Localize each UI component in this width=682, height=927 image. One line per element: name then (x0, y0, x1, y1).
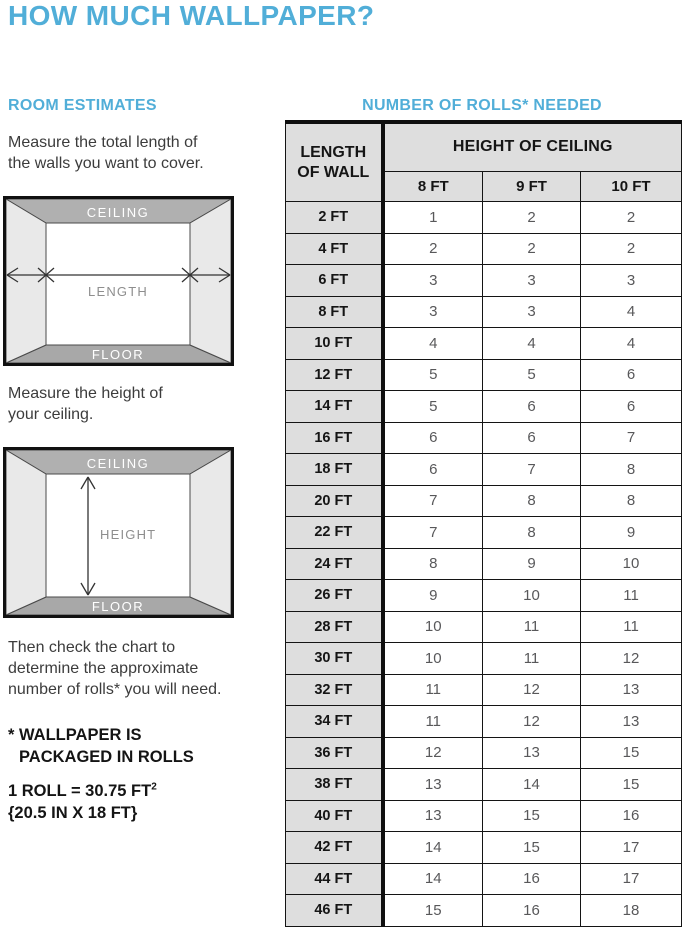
table-row (286, 485, 682, 517)
height-dimension-label: HEIGHT (100, 527, 157, 542)
table-header-row (286, 122, 682, 171)
rolls-value-cell: 11 (483, 643, 581, 675)
rolls-value-cell: 14 (483, 769, 581, 801)
rolls-value-cell: 4 (581, 296, 682, 328)
rolls-value-cell: 17 (581, 832, 682, 864)
rolls-value-cell: 13 (581, 706, 682, 738)
rolls-value-cell: 12 (483, 706, 581, 738)
rolls-value-cell: 1 (383, 202, 483, 234)
rolls-value-cell: 13 (383, 800, 483, 832)
rolls-needed-table (285, 120, 682, 927)
rolls-value-cell: 15 (483, 800, 581, 832)
wall-length-cell: 24 FT (286, 548, 383, 580)
rolls-value-cell: 3 (483, 265, 581, 297)
table-row (286, 233, 682, 265)
wall-length-cell: 38 FT (286, 769, 383, 801)
rolls-value-cell: 7 (383, 517, 483, 549)
rolls-value-cell: 4 (383, 328, 483, 360)
table-row (286, 863, 682, 895)
rolls-value-cell: 10 (383, 611, 483, 643)
rolls-value-cell: 6 (383, 422, 483, 454)
rolls-value-cell: 6 (483, 391, 581, 423)
wall-length-cell: 28 FT (286, 611, 383, 643)
table-row (286, 328, 682, 360)
left-wall-surface (6, 450, 46, 615)
rolls-value-cell: 7 (383, 485, 483, 517)
rolls-value-cell: 8 (581, 485, 682, 517)
instruction-line: Measure the total length of (8, 134, 198, 151)
rolls-value-cell: 10 (581, 548, 682, 580)
ceiling-label: CEILING (86, 205, 150, 220)
rolls-value-cell: 7 (581, 422, 682, 454)
rolls-value-cell: 3 (483, 296, 581, 328)
table-row (286, 296, 682, 328)
length-dimension-label: LENGTH (88, 284, 148, 299)
rolls-value-cell: 2 (483, 202, 581, 234)
room-length-diagram (3, 196, 234, 366)
rolls-value-cell: 4 (483, 328, 581, 360)
instruction-line: your ceiling. (8, 406, 94, 423)
table-row (286, 674, 682, 706)
wall-length-cell: 32 FT (286, 674, 383, 706)
rolls-value-cell: 8 (383, 548, 483, 580)
rolls-value-cell: 15 (581, 769, 682, 801)
measure-length-instructions (8, 132, 204, 174)
rolls-value-cell: 9 (483, 548, 581, 580)
instruction-line: the walls you want to cover. (8, 155, 204, 172)
ceiling-10ft-header: 10 FT (581, 171, 682, 201)
right-wall-surface (190, 450, 231, 615)
table-row (286, 769, 682, 801)
rolls-value-cell: 12 (483, 674, 581, 706)
rolls-value-cell: 9 (383, 580, 483, 612)
table-row (286, 643, 682, 675)
table-row (286, 611, 682, 643)
rolls-value-cell: 4 (581, 328, 682, 360)
rolls-value-cell: 8 (581, 454, 682, 486)
measure-height-instructions (8, 383, 163, 425)
rolls-value-cell: 15 (383, 895, 483, 927)
rolls-value-cell: 11 (383, 674, 483, 706)
rolls-value-cell: 11 (383, 706, 483, 738)
table-row (286, 454, 682, 486)
wall-length-cell: 36 FT (286, 737, 383, 769)
rolls-value-cell: 8 (483, 485, 581, 517)
rolls-value-cell: 2 (383, 233, 483, 265)
rolls-value-cell: 15 (483, 832, 581, 864)
rolls-value-cell: 2 (581, 202, 682, 234)
rolls-value-cell: 3 (383, 265, 483, 297)
wall-length-cell: 40 FT (286, 800, 383, 832)
wall-length-cell: 14 FT (286, 391, 383, 423)
rolls-value-cell: 2 (581, 233, 682, 265)
wall-length-cell: 2 FT (286, 202, 383, 234)
ceiling-8ft-header: 8 FT (383, 171, 483, 201)
rolls-value-cell: 5 (383, 391, 483, 423)
rolls-value-cell: 9 (581, 517, 682, 549)
wall-length-cell: 44 FT (286, 863, 383, 895)
rolls-value-cell: 8 (483, 517, 581, 549)
wall-length-cell: 10 FT (286, 328, 383, 360)
table-row (286, 517, 682, 549)
table-row (286, 359, 682, 391)
length-of-wall-header (286, 122, 383, 202)
rolls-value-cell: 14 (383, 832, 483, 864)
instruction-line: Measure the height of (8, 385, 163, 402)
wall-length-cell: 46 FT (286, 895, 383, 927)
roll-equation-base: 1 ROLL = 30.75 FT (8, 782, 152, 800)
rolls-value-cell: 12 (383, 737, 483, 769)
rolls-value-cell: 18 (581, 895, 682, 927)
floor-label: FLOOR (91, 347, 145, 362)
rolls-value-cell: 11 (581, 580, 682, 612)
rolls-value-cell: 6 (581, 359, 682, 391)
roll-size-info (8, 780, 157, 824)
rolls-value-cell: 10 (483, 580, 581, 612)
rolls-value-cell: 3 (581, 265, 682, 297)
check-chart-instructions (8, 637, 221, 700)
rolls-value-cell: 16 (581, 800, 682, 832)
table-row (286, 580, 682, 612)
packaging-note (8, 724, 194, 768)
wall-length-cell: 18 FT (286, 454, 383, 486)
roll-equation (8, 780, 157, 802)
rolls-table-body (286, 202, 682, 927)
wall-length-cell: 20 FT (286, 485, 383, 517)
table-row (286, 202, 682, 234)
roll-dimensions: {20.5 IN X 18 FT} (8, 804, 138, 822)
wall-length-cell: 8 FT (286, 296, 383, 328)
rolls-needed-heading: NUMBER OF ROLLS* NEEDED (362, 97, 602, 114)
rolls-value-cell: 13 (581, 674, 682, 706)
header-line: LENGTH (300, 143, 367, 161)
room-estimates-heading: ROOM ESTIMATES (8, 97, 157, 114)
rolls-value-cell: 6 (581, 391, 682, 423)
instruction-line: number of rolls* you will need. (8, 681, 222, 698)
ceiling-label: CEILING (86, 456, 150, 471)
table-row (286, 706, 682, 738)
rolls-value-cell: 16 (483, 895, 581, 927)
note-line: * WALLPAPER IS (8, 726, 142, 744)
rolls-value-cell: 2 (483, 233, 581, 265)
wall-length-cell: 30 FT (286, 643, 383, 675)
rolls-value-cell: 11 (581, 611, 682, 643)
rolls-value-cell: 11 (483, 611, 581, 643)
table-row (286, 391, 682, 423)
header-line: OF WALL (297, 163, 370, 181)
table-row (286, 737, 682, 769)
rolls-value-cell: 6 (383, 454, 483, 486)
room-height-diagram (3, 447, 234, 618)
wall-length-cell: 42 FT (286, 832, 383, 864)
rolls-value-cell: 3 (383, 296, 483, 328)
wall-length-cell: 22 FT (286, 517, 383, 549)
rolls-value-cell: 16 (483, 863, 581, 895)
rolls-value-cell: 10 (383, 643, 483, 675)
rolls-value-cell: 5 (483, 359, 581, 391)
rolls-value-cell: 7 (483, 454, 581, 486)
rolls-value-cell: 17 (581, 863, 682, 895)
floor-label: FLOOR (91, 599, 145, 614)
rolls-value-cell: 13 (483, 737, 581, 769)
wall-length-cell: 26 FT (286, 580, 383, 612)
rolls-value-cell: 15 (581, 737, 682, 769)
wall-length-cell: 34 FT (286, 706, 383, 738)
height-of-ceiling-header: HEIGHT OF CEILING (383, 122, 682, 171)
table-row (286, 422, 682, 454)
table-row (286, 548, 682, 580)
rolls-value-cell: 6 (483, 422, 581, 454)
rolls-value-cell: 5 (383, 359, 483, 391)
rolls-value-cell: 14 (383, 863, 483, 895)
wall-length-cell: 6 FT (286, 265, 383, 297)
table-row (286, 800, 682, 832)
page-title: HOW MUCH WALLPAPER? (8, 0, 375, 31)
wall-length-cell: 16 FT (286, 422, 383, 454)
instruction-line: determine the approximate (8, 660, 199, 677)
table-row (286, 832, 682, 864)
roll-equation-exponent: 2 (151, 781, 157, 793)
table-row (286, 265, 682, 297)
table-row (286, 895, 682, 927)
wall-length-cell: 4 FT (286, 233, 383, 265)
rolls-value-cell: 12 (581, 643, 682, 675)
instruction-line: Then check the chart to (8, 639, 176, 656)
wall-length-cell: 12 FT (286, 359, 383, 391)
ceiling-9ft-header: 9 FT (483, 171, 581, 201)
rolls-value-cell: 13 (383, 769, 483, 801)
note-line: PACKAGED IN ROLLS (19, 748, 194, 766)
